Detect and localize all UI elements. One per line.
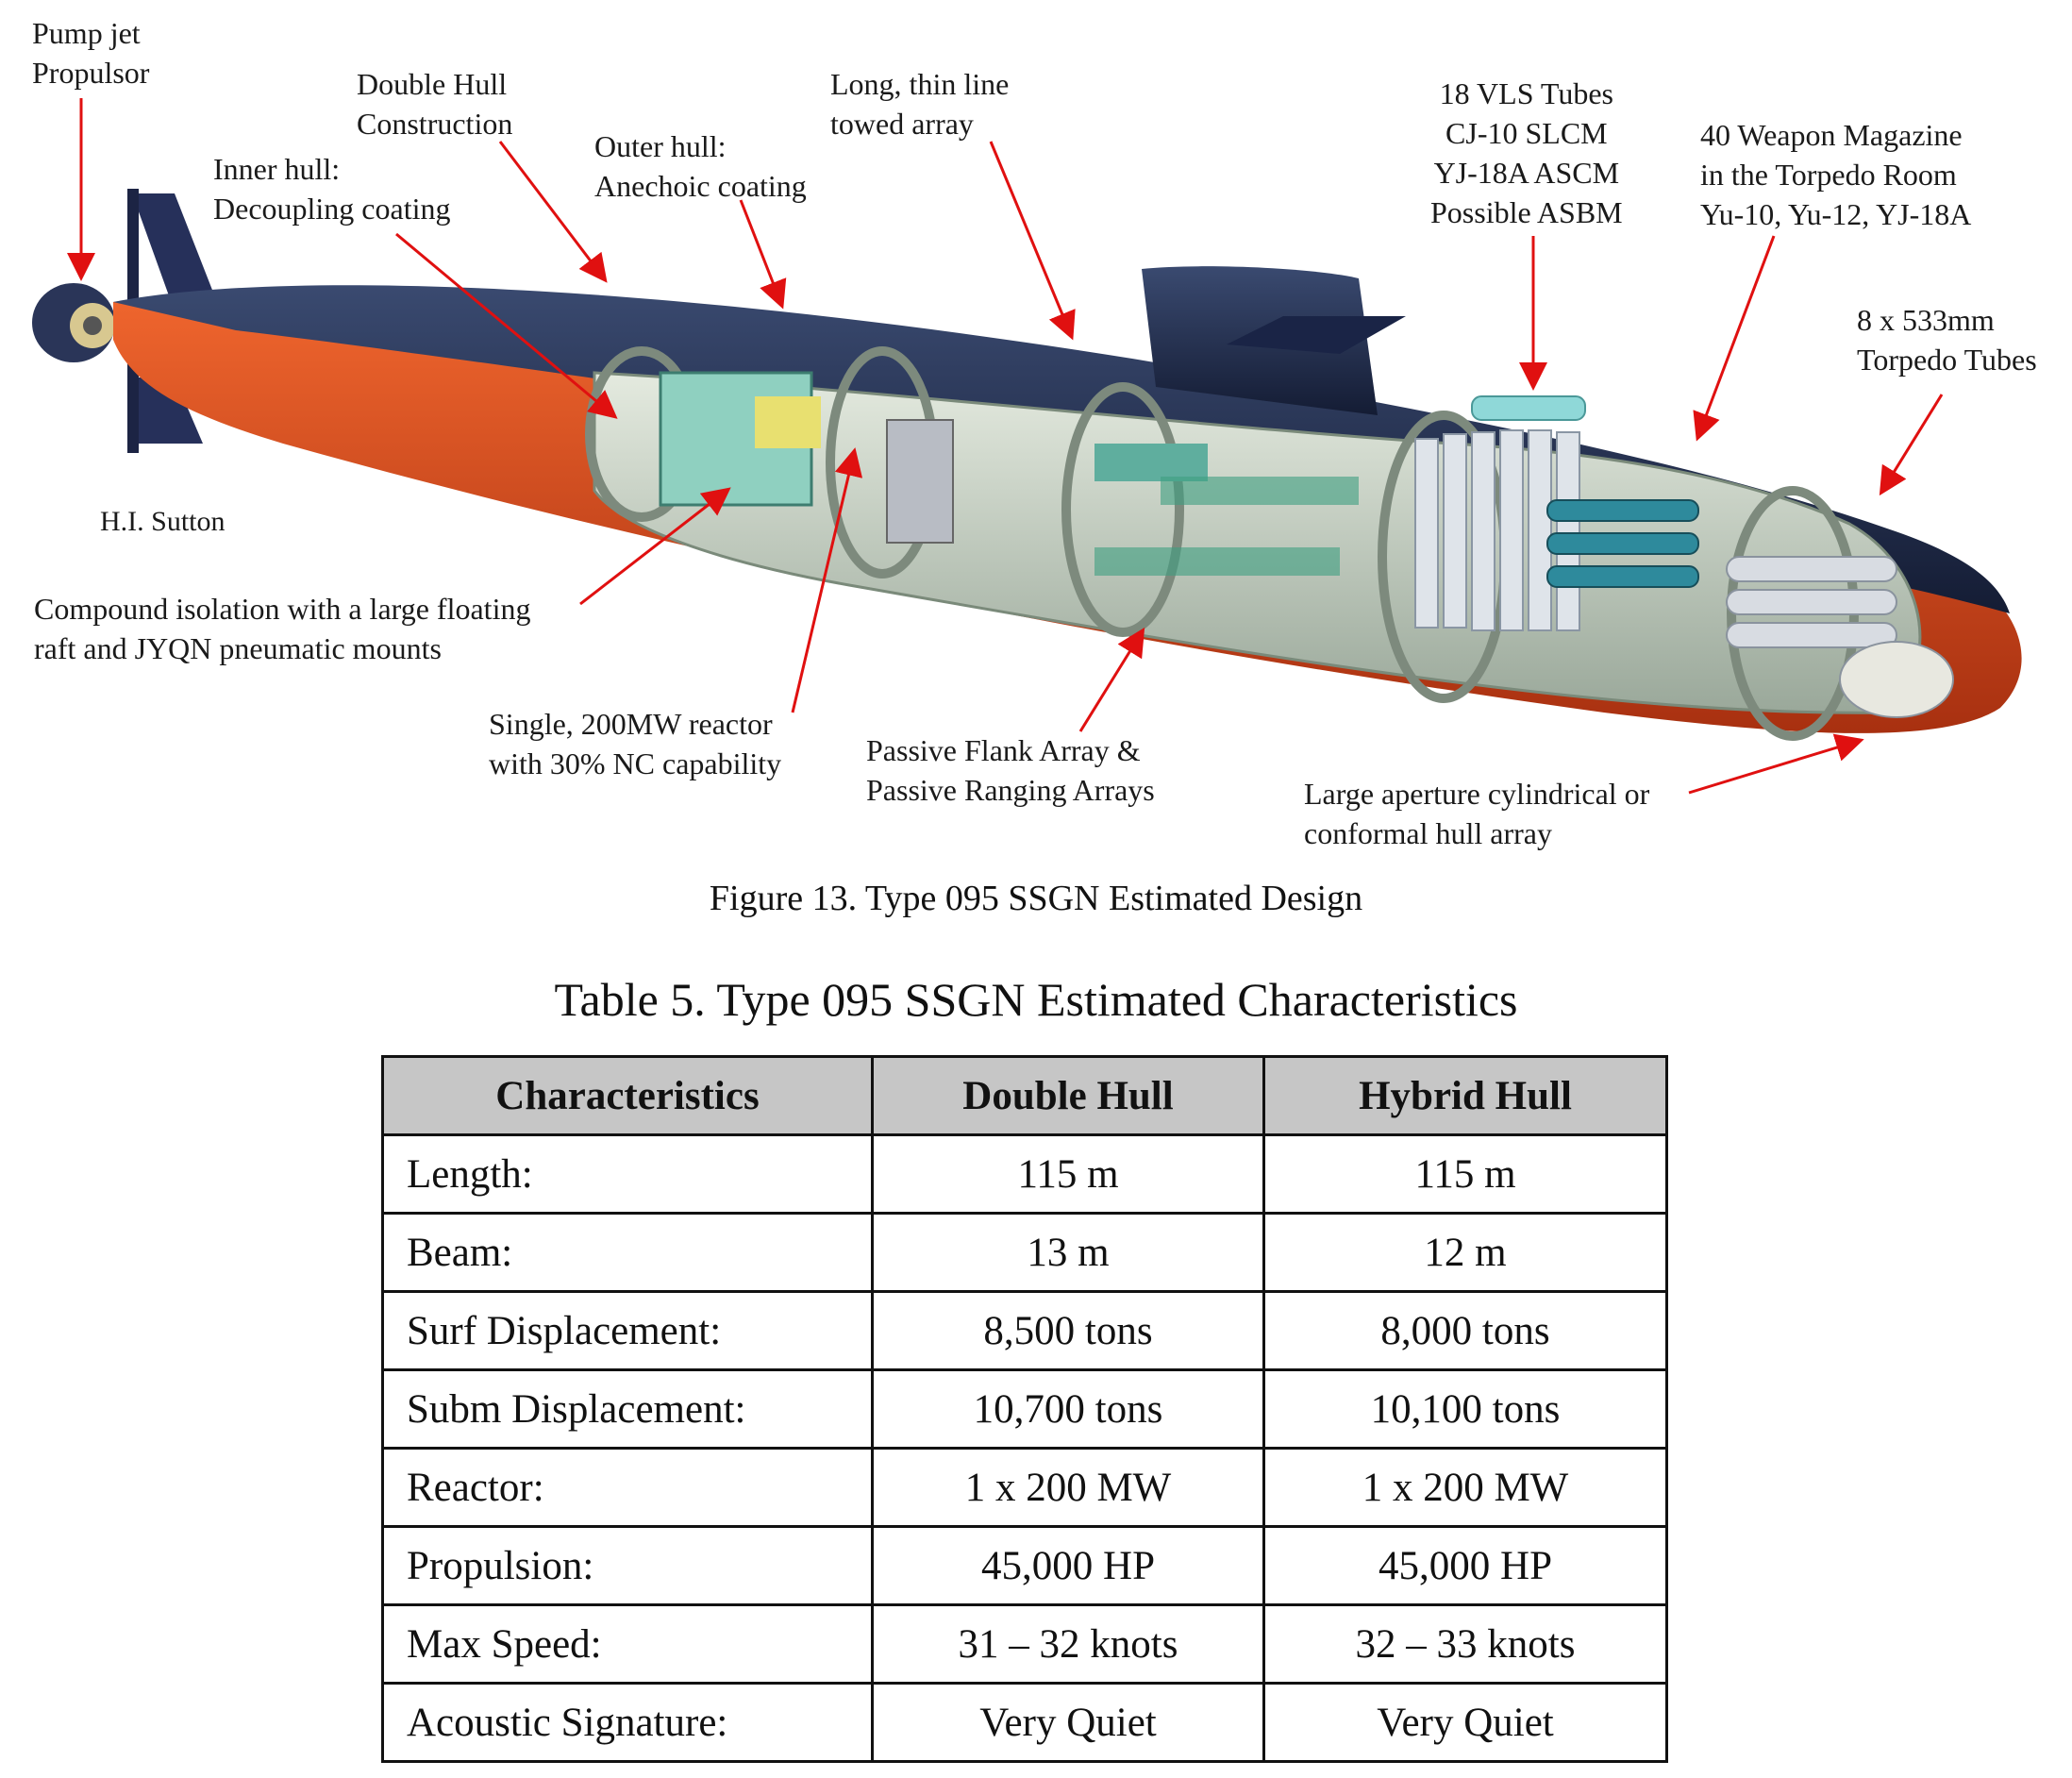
table-header-row xyxy=(383,1057,1667,1135)
table-row xyxy=(383,1684,1667,1762)
double-hull-value: 45,000 HP xyxy=(873,1527,1264,1605)
double-hull-value: 13 m xyxy=(873,1214,1264,1292)
hybrid-hull-value: 12 m xyxy=(1264,1214,1667,1292)
pump-jet-propulsor xyxy=(32,283,115,362)
hybrid-hull-value: 115 m xyxy=(1264,1135,1667,1214)
row-label: Max Speed: xyxy=(383,1605,873,1684)
double-hull-value: 115 m xyxy=(873,1135,1264,1214)
table-row xyxy=(383,1605,1667,1684)
double-hull-value: Very Quiet xyxy=(873,1684,1264,1762)
label-outer-hull: Outer hull: Anechoic coating xyxy=(594,129,807,203)
vls-hatches xyxy=(1472,396,1585,420)
label-isolation: Compound isolation with a large floating raft and JYQN pneumatic mounts xyxy=(34,592,531,665)
label-credit: H.I. Sutton xyxy=(100,506,226,537)
row-label: Propulsion: xyxy=(383,1527,873,1605)
row-label: Beam: xyxy=(383,1214,873,1292)
label-vls: 18 VLS Tubes CJ-10 SLCM YJ-18A ASCM Possible ASBM xyxy=(1430,76,1623,229)
table-row xyxy=(383,1449,1667,1527)
label-towed-array: Long, thin line towed array xyxy=(830,67,1010,141)
table-row xyxy=(383,1527,1667,1605)
submarine-cutaway-diagram xyxy=(0,0,2072,878)
label-flank-array: Passive Flank Array & Passive Ranging Arrays xyxy=(866,733,1155,807)
label-weapon-magazine: 40 Weapon Magazine in the Torpedo Room Yu-10, Yu-12, YJ-18A xyxy=(1700,118,1972,231)
header-characteristics: Characteristics xyxy=(383,1057,873,1135)
double-hull-value: 31 – 32 knots xyxy=(873,1605,1264,1684)
hybrid-hull-value: 10,100 tons xyxy=(1264,1370,1667,1449)
hybrid-hull-value: 45,000 HP xyxy=(1264,1527,1667,1605)
label-torpedo-tubes: 8 x 533mm Torpedo Tubes xyxy=(1857,303,2037,377)
label-pump-jet: Pump jet Propulsor xyxy=(32,16,150,90)
row-label: Reactor: xyxy=(383,1449,873,1527)
weapon-racks xyxy=(1547,500,1698,587)
row-label: Surf Displacement: xyxy=(383,1292,873,1370)
double-hull-value: 1 x 200 MW xyxy=(873,1449,1264,1527)
table-row xyxy=(383,1135,1667,1214)
label-hull-array: Large aperture cylindrical or conformal hull array xyxy=(1304,777,1650,850)
label-double-hull: Double Hull Construction xyxy=(357,67,513,141)
label-inner-hull: Inner hull: Decoupling coating xyxy=(213,152,451,226)
label-reactor: Single, 200MW reactor with 30% NC capability xyxy=(489,707,782,780)
double-hull-value: 10,700 tons xyxy=(873,1370,1264,1449)
table-title: Table 5. Type 095 SSGN Estimated Characteristics xyxy=(554,973,1518,1026)
header-double-hull: Double Hull xyxy=(873,1057,1264,1135)
hybrid-hull-value: 8,000 tons xyxy=(1264,1292,1667,1370)
hybrid-hull-value: 32 – 33 knots xyxy=(1264,1605,1667,1684)
characteristics-table xyxy=(381,1055,1668,1763)
hybrid-hull-value: Very Quiet xyxy=(1264,1684,1667,1762)
header-hybrid-hull: Hybrid Hull xyxy=(1264,1057,1667,1135)
figure-caption: Figure 13. Type 095 SSGN Estimated Design xyxy=(709,879,1363,918)
row-label: Acoustic Signature: xyxy=(383,1684,873,1762)
double-hull-value: 8,500 tons xyxy=(873,1292,1264,1370)
table-row xyxy=(383,1292,1667,1370)
row-label: Subm Displacement: xyxy=(383,1370,873,1449)
table-row xyxy=(383,1370,1667,1449)
table-row xyxy=(383,1214,1667,1292)
row-label: Length: xyxy=(383,1135,873,1214)
hybrid-hull-value: 1 x 200 MW xyxy=(1264,1449,1667,1527)
